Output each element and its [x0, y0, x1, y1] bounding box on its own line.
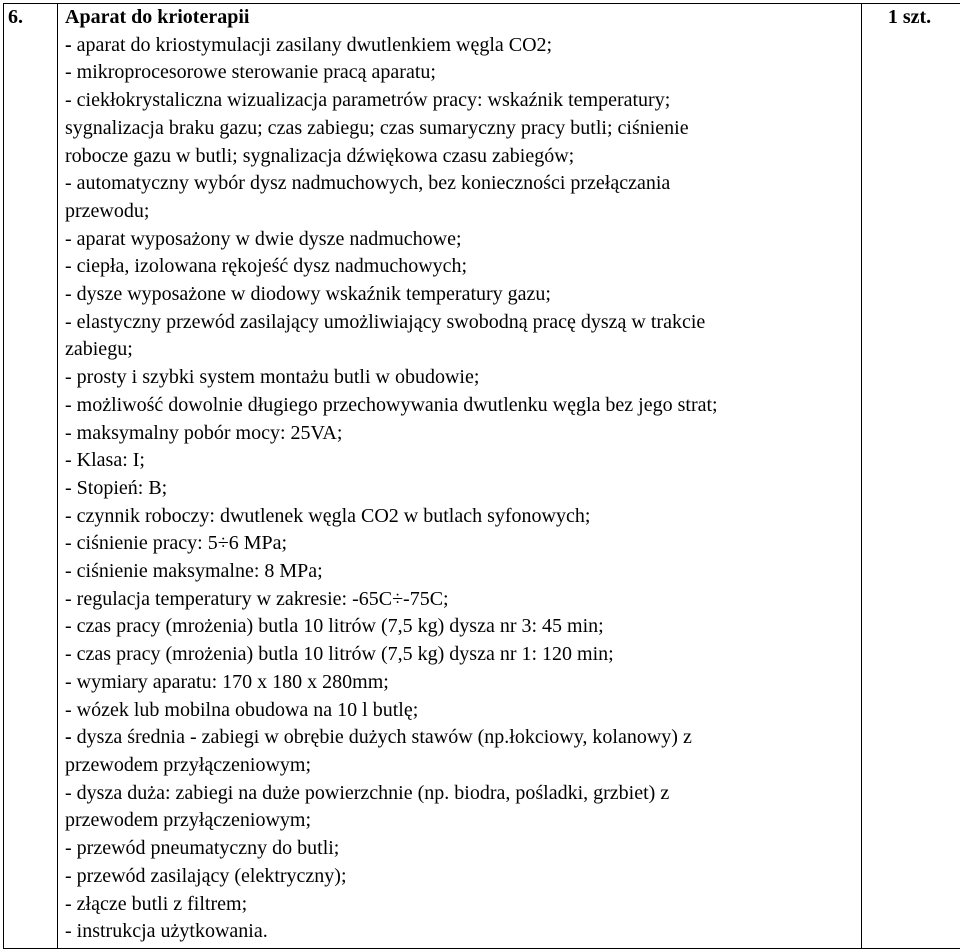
description-line: - czynnik roboczy: dwutlenek węgla CO2 w butlach syfonowych; — [65, 504, 591, 527]
item-title: Aparat do krioterapii — [65, 6, 250, 28]
description-line: przewodem przyłączeniowym; — [65, 753, 312, 776]
description-line: - automatyczny wybór dysz nadmuchowych, bez konieczności przełączania — [65, 172, 671, 195]
description-line: - maksymalny pobór mocy: 25VA; — [65, 421, 343, 444]
description-line: - Stopień: B; — [65, 476, 168, 499]
description-line: - prosty i szybki system montażu butli w obudowie; — [65, 366, 480, 389]
description-line: - ciśnienie pracy: 5÷6 MPa; — [65, 532, 288, 555]
description-line: - Klasa: I; — [65, 449, 145, 472]
item-description — [58, 4, 861, 946]
description-line: - ciśnienie maksymalne: 8 MPa; — [65, 560, 323, 583]
bullet-dash: - — [65, 33, 72, 56]
item-quantity: 1 szt. — [887, 6, 932, 28]
description-line: - dysza duża: zabiegi na duże powierzchnie (np. biodra, pośladki, grzbiet) z — [65, 781, 670, 804]
description-line: - aparat do kriostymulacji zasilany dwutlenkiem węgla CO2; — [65, 33, 553, 56]
item-description-cell — [58, 4, 862, 949]
description-line: - mikroprocesorowe sterowanie pracą aparatu; — [65, 61, 436, 84]
description-line: - dysza średnia - zabiegi w obrębie dużych stawów (np.łokciowy, kolanowy) z — [65, 726, 692, 749]
description-line: - czas pracy (mrożenia) butla 10 litrów (7,5 kg) dysza nr 1: 120 min; — [65, 643, 614, 666]
description-line: - aparat wyposażony w dwie dysze nadmuchowe; — [65, 227, 462, 250]
specification-table — [3, 3, 960, 949]
description-line: przewodem przyłączeniowym; — [65, 809, 312, 832]
description-line: sygnalizacja braku gazu; czas zabiegu; czas sumaryczny pracy butli; ciśnienie — [65, 116, 689, 139]
description-line: - wózek lub mobilna obudowa na 10 l butlę; — [65, 698, 419, 721]
description-line: - elastyczny przewód zasilający umożliwiający swobodną pracę dyszą w trakcie — [65, 310, 706, 333]
description-line: - dysze wyposażone w diodowy wskaźnik temperatury gazu; — [65, 283, 551, 306]
item-number-cell — [4, 4, 58, 949]
description-line: - złącze butli z filtrem; — [65, 892, 248, 915]
description-line: - regulacja temperatury w zakresie: -65C÷-75C; — [65, 587, 449, 610]
description-line: - ciepła, izolowana rękojeść dysz nadmuchowych; — [65, 255, 468, 278]
description-line: - czas pracy (mrożenia) butla 10 litrów (7,5 kg) dysza nr 3: 45 min; — [65, 615, 604, 638]
description-line: robocze gazu w butli; sygnalizacja dźwiękowa czasu zabiegów; — [65, 144, 575, 167]
description-line: - ciekłokrystaliczna wizualizacja parametrów pracy: wskaźnik temperatury; — [65, 89, 671, 112]
description-lines — [65, 32, 853, 946]
description-line: - możliwość dowolnie długiego przechowywania dwutlenku węgla bez jego strat; — [65, 393, 718, 416]
description-line: - przewód zasilający (elektryczny); — [65, 864, 347, 887]
description-line: - instrukcja użytkowania. — [65, 920, 268, 943]
item-quantity-cell — [862, 4, 960, 949]
bullet-dash: - — [65, 726, 72, 749]
table-row — [4, 4, 960, 949]
description-line: przewodu; — [65, 199, 150, 222]
description-line: zabiegu; — [65, 338, 133, 361]
description-line: - wymiary aparatu: 170 x 180 x 280mm; — [65, 670, 389, 693]
item-number: 6. — [8, 6, 23, 28]
description-line: - przewód pneumatyczny do butli; — [65, 837, 340, 860]
